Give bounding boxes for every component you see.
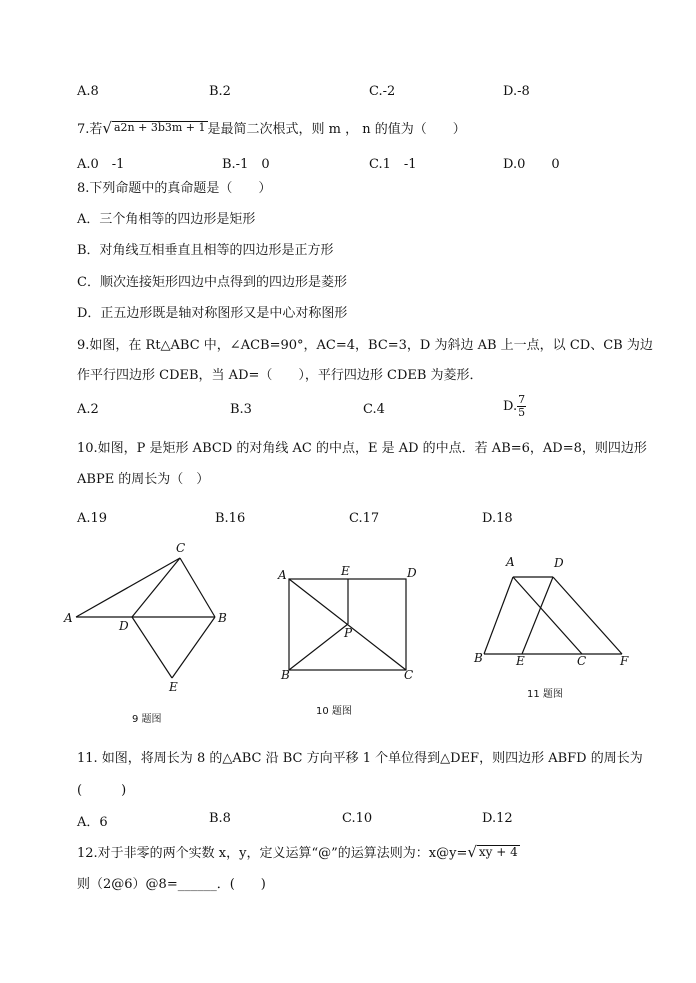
q7-option-c: C.1 -1 (369, 157, 417, 172)
fraction-numerator: 7 (518, 393, 526, 406)
q10-option-c: C.17 (349, 511, 380, 526)
figure-10 (275, 562, 425, 687)
q6-option-c: C.-2 (369, 84, 396, 99)
q8-stem: 8.下列命题中的真命题是（ ） (77, 181, 272, 196)
fig11-label-b: B (474, 651, 483, 665)
q11-stem-line2: ( ) (77, 783, 127, 798)
q12-stem-text: 12.对于非零的两个实数 x，y，定义运算“@”的运算法则为：x@y= (77, 846, 468, 861)
q12-stem-line2: 则（2@6）@8=______．( ) (77, 877, 266, 892)
fig9-label-b: B (218, 611, 227, 625)
fig9-segment-cb (180, 558, 215, 617)
fig11-caption: 11 题图 (527, 689, 563, 700)
q6-option-d: D.-8 (503, 84, 530, 99)
fig9-label-c: C (176, 541, 186, 555)
q9-option-a: A.2 (77, 402, 99, 417)
q6-option-a: A.8 (77, 84, 99, 99)
q11-option-d: D.12 (482, 811, 513, 826)
q7-radical (102, 121, 207, 135)
q9-option-d (503, 394, 526, 419)
sqrt-icon: √ (467, 843, 477, 861)
q7-option-b: B.-1 0 (222, 157, 270, 172)
q8-option-d: D．正五边形既是轴对称图形又是中心对称图形 (77, 306, 348, 321)
fig9-segment-ac (76, 558, 180, 617)
q7-radicand: a2n + 3b3m + 1 (113, 121, 206, 134)
q10-option-d: D.18 (482, 511, 513, 526)
fig10-label-p: P (344, 626, 353, 640)
q11-option-c: C.10 (342, 811, 373, 826)
sqrt-icon: √ (102, 119, 112, 137)
q8-option-a: A．三个角相等的四边形是矩形 (77, 212, 256, 227)
fig10-label-d: D (407, 566, 417, 580)
q9-fraction (517, 394, 526, 419)
fig11-label-c: C (577, 654, 587, 668)
q8-option-b: B．对角线互相垂直且相等的四边形是正方形 (77, 243, 334, 258)
q7-stem (77, 118, 466, 137)
fig11-label-a: A (506, 555, 515, 569)
q11-option-a: A．6 (77, 815, 108, 830)
figure-9 (60, 538, 240, 698)
q10-stem-line1: 10.如图，P 是矩形 ABCD 的对角线 AC 的中点，E 是 AD 的中点．若 AB=6，AD=8，则四边形 (77, 441, 647, 456)
fig11-segment-de (522, 577, 553, 654)
q9-option-c: C.4 (363, 402, 385, 417)
q12-radical (467, 845, 519, 859)
fig10-caption: 10 题图 (316, 706, 352, 717)
q11-option-b: B.8 (209, 811, 231, 826)
q7-suffix: 是最简二次根式，则 m ， n 的值为（ ） (207, 122, 466, 137)
fig11-label-f: F (620, 654, 629, 668)
fig11-label-e: E (516, 654, 525, 668)
fig9-caption: 9 题图 (132, 714, 162, 725)
fig10-label-a: A (278, 568, 287, 582)
q10-option-a: A.19 (77, 511, 108, 526)
fig11-segment-df (553, 577, 622, 654)
q11-stem-line1: 11. 如图，将周长为 8 的△ABC 沿 BC 方向平移 1 个单位得到△DEF，则四边形 ABFD 的周长为 (77, 751, 643, 766)
fig9-segment-be (172, 617, 215, 678)
q7-option-a: A.0 -1 (77, 157, 125, 172)
q7-prefix: 7.若 (77, 122, 103, 137)
q9-stem-line1: 9.如图，在 Rt△ABC 中，∠ACB=90°，AC=4，BC=3，D 为斜边 AB 上一点，以 CD、CB 为边 (77, 338, 653, 353)
fig10-label-b: B (281, 668, 290, 682)
q10-stem-line2: ABPE 的周长为（ ） (77, 472, 210, 487)
q7-option-d: D.0 0 (503, 157, 560, 172)
fig11-segment-ac (513, 577, 582, 654)
q8-option-c: C．顺次连接矩形四边中点得到的四边形是菱形 (77, 275, 347, 290)
q6-option-b: B.2 (209, 84, 231, 99)
fig9-segment-de (132, 617, 172, 678)
fig10-label-c: C (404, 668, 414, 682)
q9-option-b: B.3 (230, 402, 252, 417)
fig11-segment-ab (484, 577, 513, 654)
q9-stem-line2: 作平行四边形 CDEB，当 AD=（ ），平行四边形 CDEB 为菱形． (77, 368, 483, 383)
q10-option-b: B.16 (215, 511, 246, 526)
fig9-label-a: A (64, 611, 73, 625)
fraction-denominator: 5 (518, 406, 526, 419)
fig9-label-e: E (169, 680, 178, 694)
fig11-label-d: D (554, 556, 564, 570)
fig10-label-e: E (341, 564, 350, 578)
q12-radicand: xy + 4 (478, 845, 518, 859)
q12-stem-line1 (77, 842, 520, 861)
fig9-label-d: D (119, 619, 129, 633)
fig10-segment-bp (289, 624, 348, 670)
fig9-segment-cd (132, 558, 180, 617)
q9-option-d-label: D. (503, 399, 518, 414)
figure-11 (470, 550, 640, 675)
